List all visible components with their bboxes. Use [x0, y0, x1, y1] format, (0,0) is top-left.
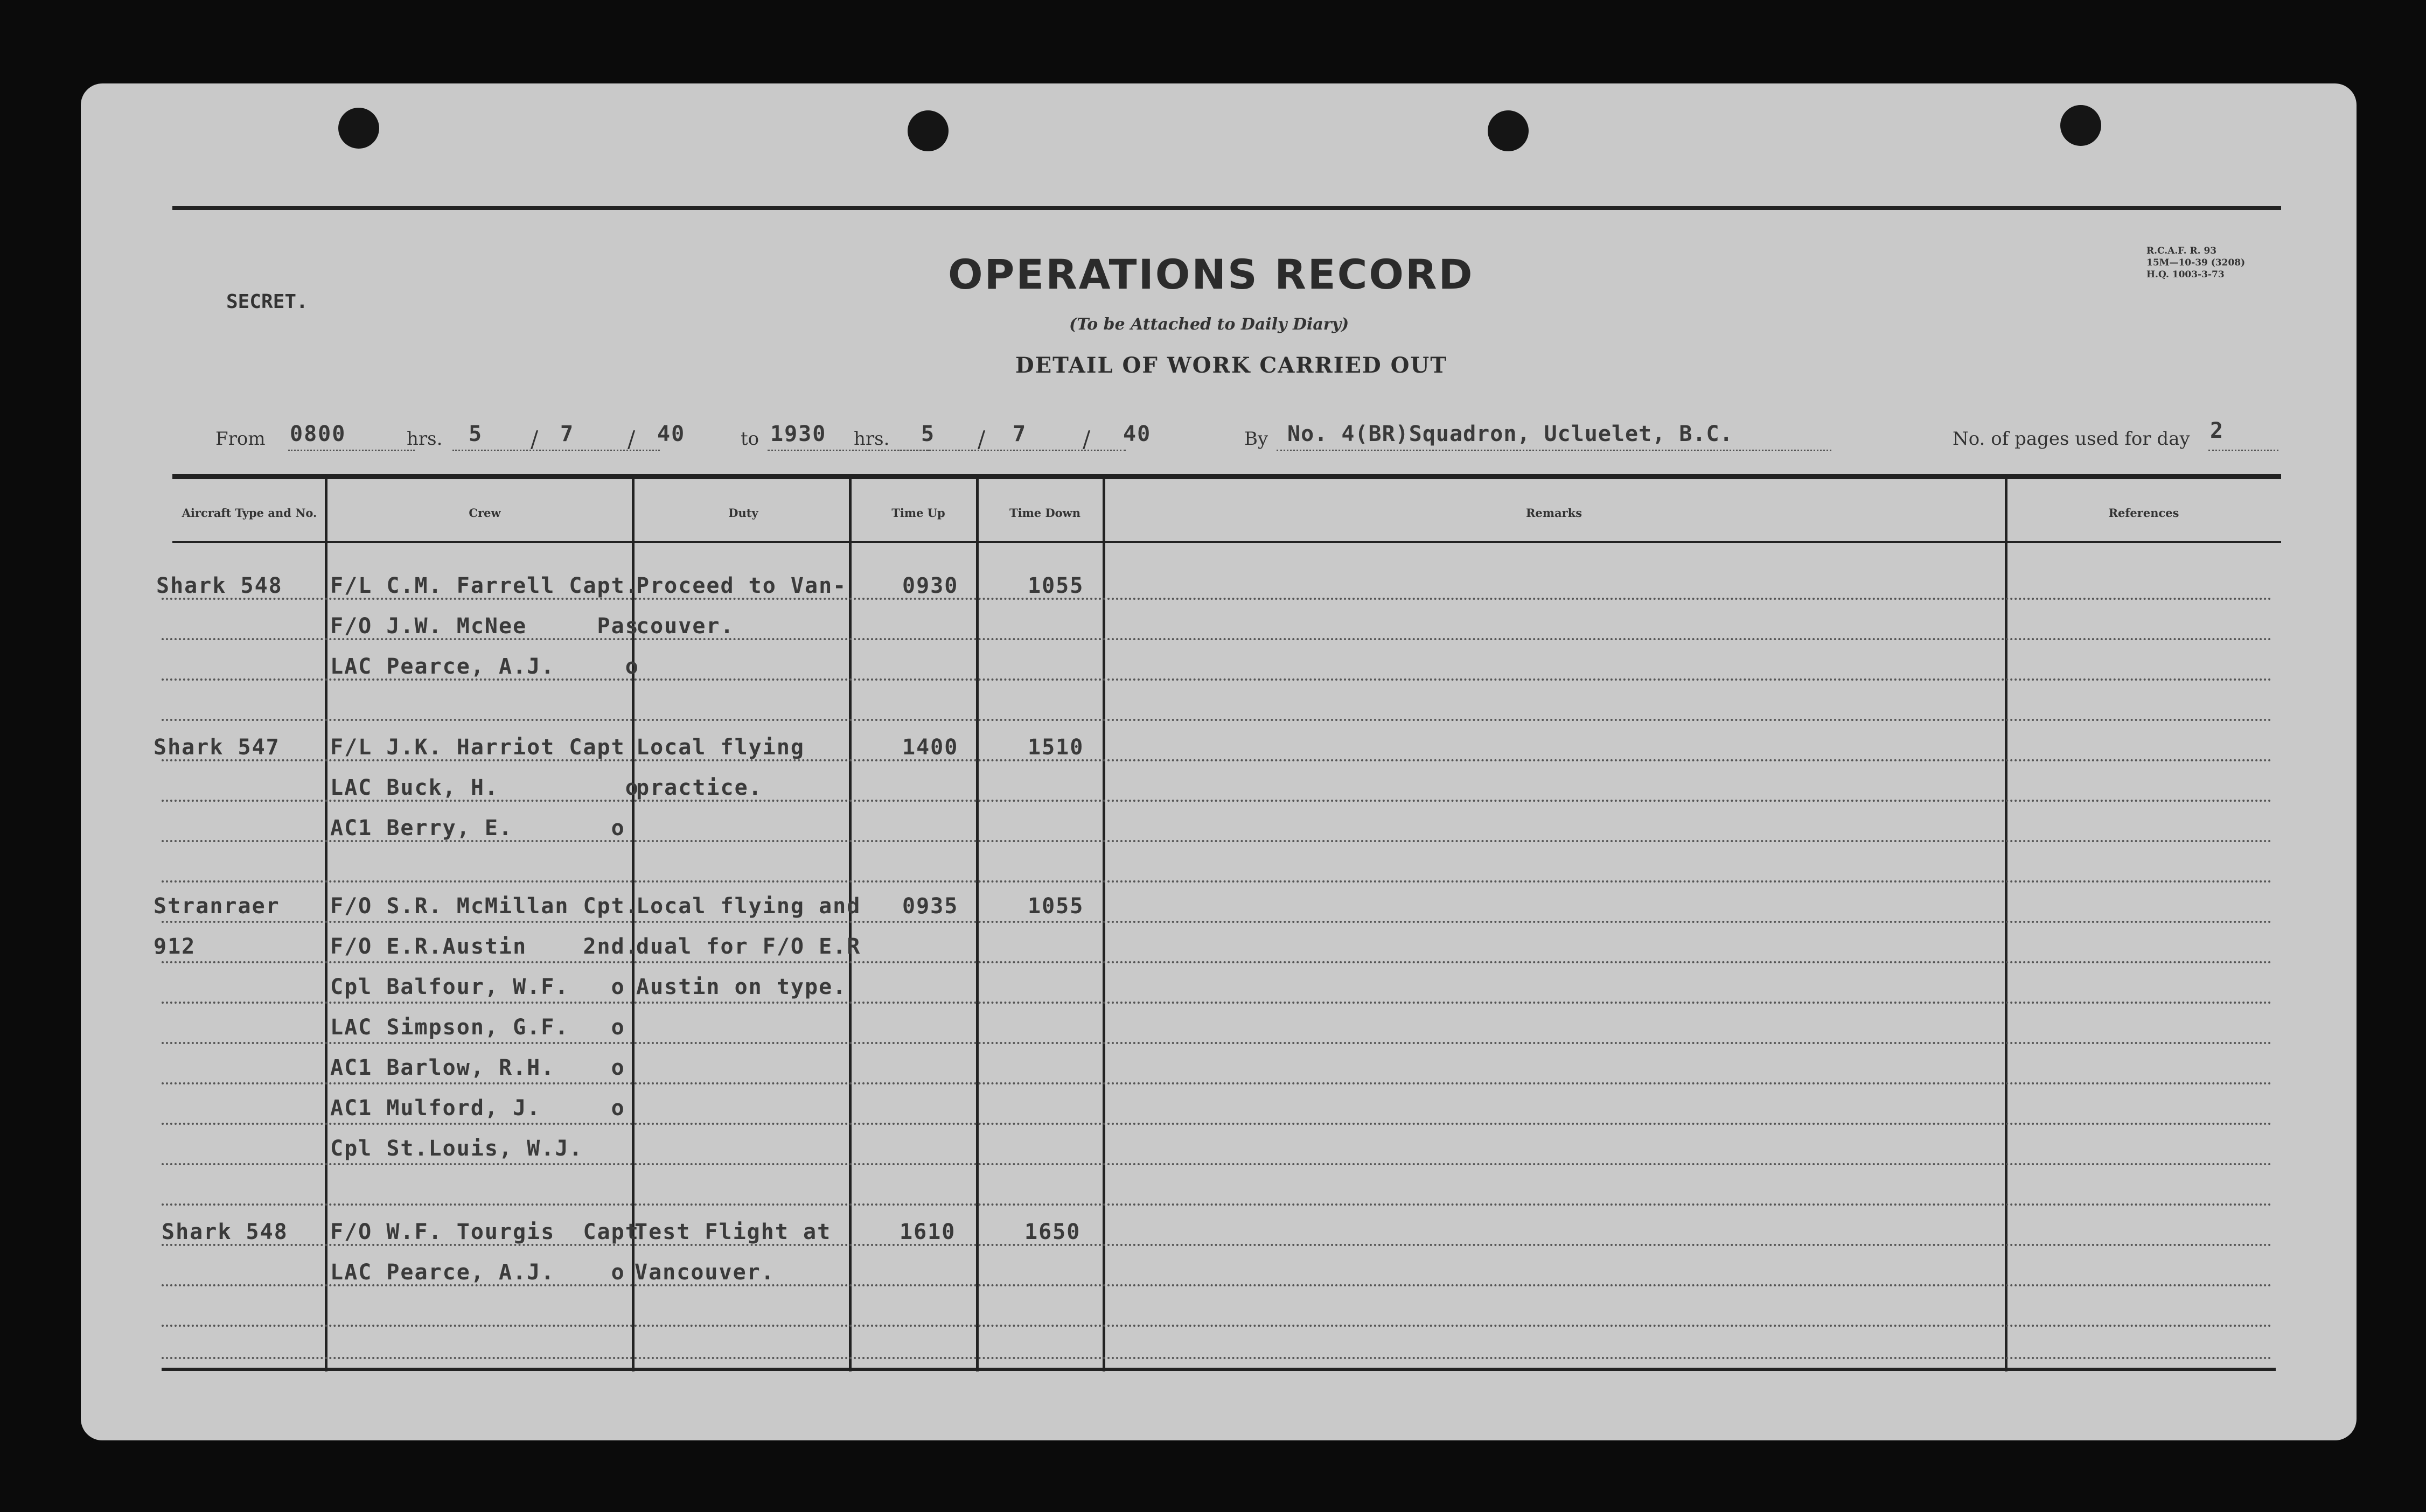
- duty-cell: couver.: [636, 614, 735, 639]
- pages-label: No. of pages used for day: [1953, 428, 2190, 450]
- column-header: Time Up: [891, 506, 945, 520]
- duty-cell: Vancouver.: [635, 1260, 775, 1285]
- column-divider: [849, 477, 852, 1371]
- operations-record-card: [81, 83, 2357, 1440]
- date-slash: /: [628, 426, 636, 452]
- crew-cell: F/O E.R.Austin 2nd.: [330, 934, 639, 959]
- column-header: Crew: [469, 506, 501, 520]
- aircraft-cell: 912: [154, 934, 196, 959]
- crew-cell: LAC Buck, H. o: [330, 775, 639, 800]
- crew-cell: Cpl Balfour, W.F. o: [330, 975, 625, 999]
- fill-line: [288, 450, 415, 451]
- column-header: Aircraft Type and No.: [182, 506, 317, 520]
- crew-cell: AC1 Berry, E. o: [330, 816, 625, 841]
- from-label: From: [215, 428, 266, 450]
- crew-cell: LAC Pearce, A.J. o: [330, 1260, 625, 1285]
- to-time: 1930: [770, 422, 827, 446]
- from-time: 0800: [290, 422, 346, 446]
- column-header: Duty: [728, 506, 758, 520]
- aircraft-cell: Shark 548: [156, 573, 283, 598]
- crew-cell: AC1 Barlow, R.H. o: [330, 1055, 625, 1080]
- duty-cell: Austin on type.: [636, 975, 847, 999]
- aircraft-cell: Shark 547: [154, 735, 280, 760]
- column-header: Time Down: [1009, 506, 1081, 520]
- aircraft-cell: Stranraer: [154, 894, 280, 919]
- time-up-cell: 1400: [902, 735, 959, 760]
- classification-label: SECRET.: [226, 291, 308, 313]
- crew-cell: F/O W.F. Tourgis Capt: [330, 1220, 639, 1244]
- time-up-cell: 0930: [902, 573, 959, 598]
- crew-cell: F/O S.R. McMillan Cpt.: [330, 894, 639, 919]
- by-unit: No. 4(BR)Squadron, Ucluelet, B.C.: [1287, 422, 1733, 446]
- time-up-cell: 0935: [902, 894, 959, 919]
- top-rule: [172, 206, 2281, 210]
- column-divider: [976, 477, 979, 1371]
- to-month: 7: [1013, 422, 1027, 446]
- crew-cell: LAC Simpson, G.F. o: [330, 1015, 625, 1040]
- date-slash: /: [1083, 426, 1091, 452]
- header-bottom-rule: [172, 541, 2281, 543]
- hrs-label: hrs.: [854, 428, 890, 450]
- time-down-cell: 1650: [1024, 1220, 1081, 1244]
- column-header: References: [2108, 506, 2179, 520]
- column-header: Remarks: [1525, 506, 1583, 520]
- crew-cell: F/O J.W. McNee Pas: [330, 614, 639, 639]
- column-divider: [325, 477, 327, 1371]
- duty-cell: practice.: [636, 775, 763, 800]
- section-heading: DETAIL OF WORK CARRIED OUT: [1015, 353, 1448, 378]
- time-down-cell: 1055: [1028, 894, 1084, 919]
- date-slash: /: [978, 426, 986, 452]
- by-label: By: [1244, 428, 1268, 450]
- fill-line: [1277, 450, 1831, 451]
- crew-cell: F/L J.K. Harriot Capt: [330, 735, 625, 760]
- form-reference: [2146, 245, 2245, 281]
- page-title: OPERATIONS RECORD: [948, 250, 1474, 298]
- punch-hole: [338, 108, 379, 149]
- date-slash: /: [531, 426, 539, 452]
- duty-cell: Local flying and: [636, 894, 861, 919]
- punch-hole: [908, 110, 949, 151]
- crew-cell: LAC Pearce, A.J. o: [330, 654, 639, 679]
- form-ref-line: R.C.A.F. R. 93: [2146, 246, 2217, 256]
- page-subtitle: (To be Attached to Daily Diary): [1069, 315, 1349, 334]
- time-up-cell: 1610: [900, 1220, 956, 1244]
- table-bottom-rule: [162, 1368, 2276, 1371]
- duty-cell: dual for F/O E.R: [636, 934, 861, 959]
- duty-cell: Proceed to Van-: [636, 573, 847, 598]
- crew-cell: AC1 Mulford, J. o: [330, 1096, 625, 1121]
- from-year: 40: [657, 422, 686, 446]
- to-year: 40: [1123, 422, 1152, 446]
- form-ref-line: H.Q. 1003-3-73: [2146, 269, 2225, 280]
- punch-hole: [2060, 105, 2101, 146]
- hrs-label: hrs.: [407, 428, 443, 450]
- to-day: 5: [921, 422, 936, 446]
- pages-value: 2: [2210, 418, 2225, 443]
- punch-hole: [1488, 110, 1529, 151]
- fill-line: [900, 450, 1126, 451]
- duty-cell: Test Flight at: [635, 1220, 832, 1244]
- table-top-rule: [172, 474, 2281, 479]
- form-ref-line: 15M—10-39 (3208): [2146, 257, 2246, 268]
- column-divider: [2005, 477, 2007, 1371]
- duty-cell: Local flying: [636, 735, 805, 760]
- time-down-cell: 1510: [1028, 735, 1084, 760]
- from-month: 7: [560, 422, 575, 446]
- time-down-cell: 1055: [1028, 573, 1084, 598]
- fill-line: [2208, 450, 2278, 451]
- crew-cell: Cpl St.Louis, W.J.: [330, 1136, 583, 1161]
- aircraft-cell: Shark 548: [162, 1220, 288, 1244]
- from-day: 5: [469, 422, 483, 446]
- crew-cell: F/L C.M. Farrell Capt.: [330, 573, 639, 598]
- column-divider: [1103, 477, 1105, 1371]
- to-label: to: [741, 428, 759, 450]
